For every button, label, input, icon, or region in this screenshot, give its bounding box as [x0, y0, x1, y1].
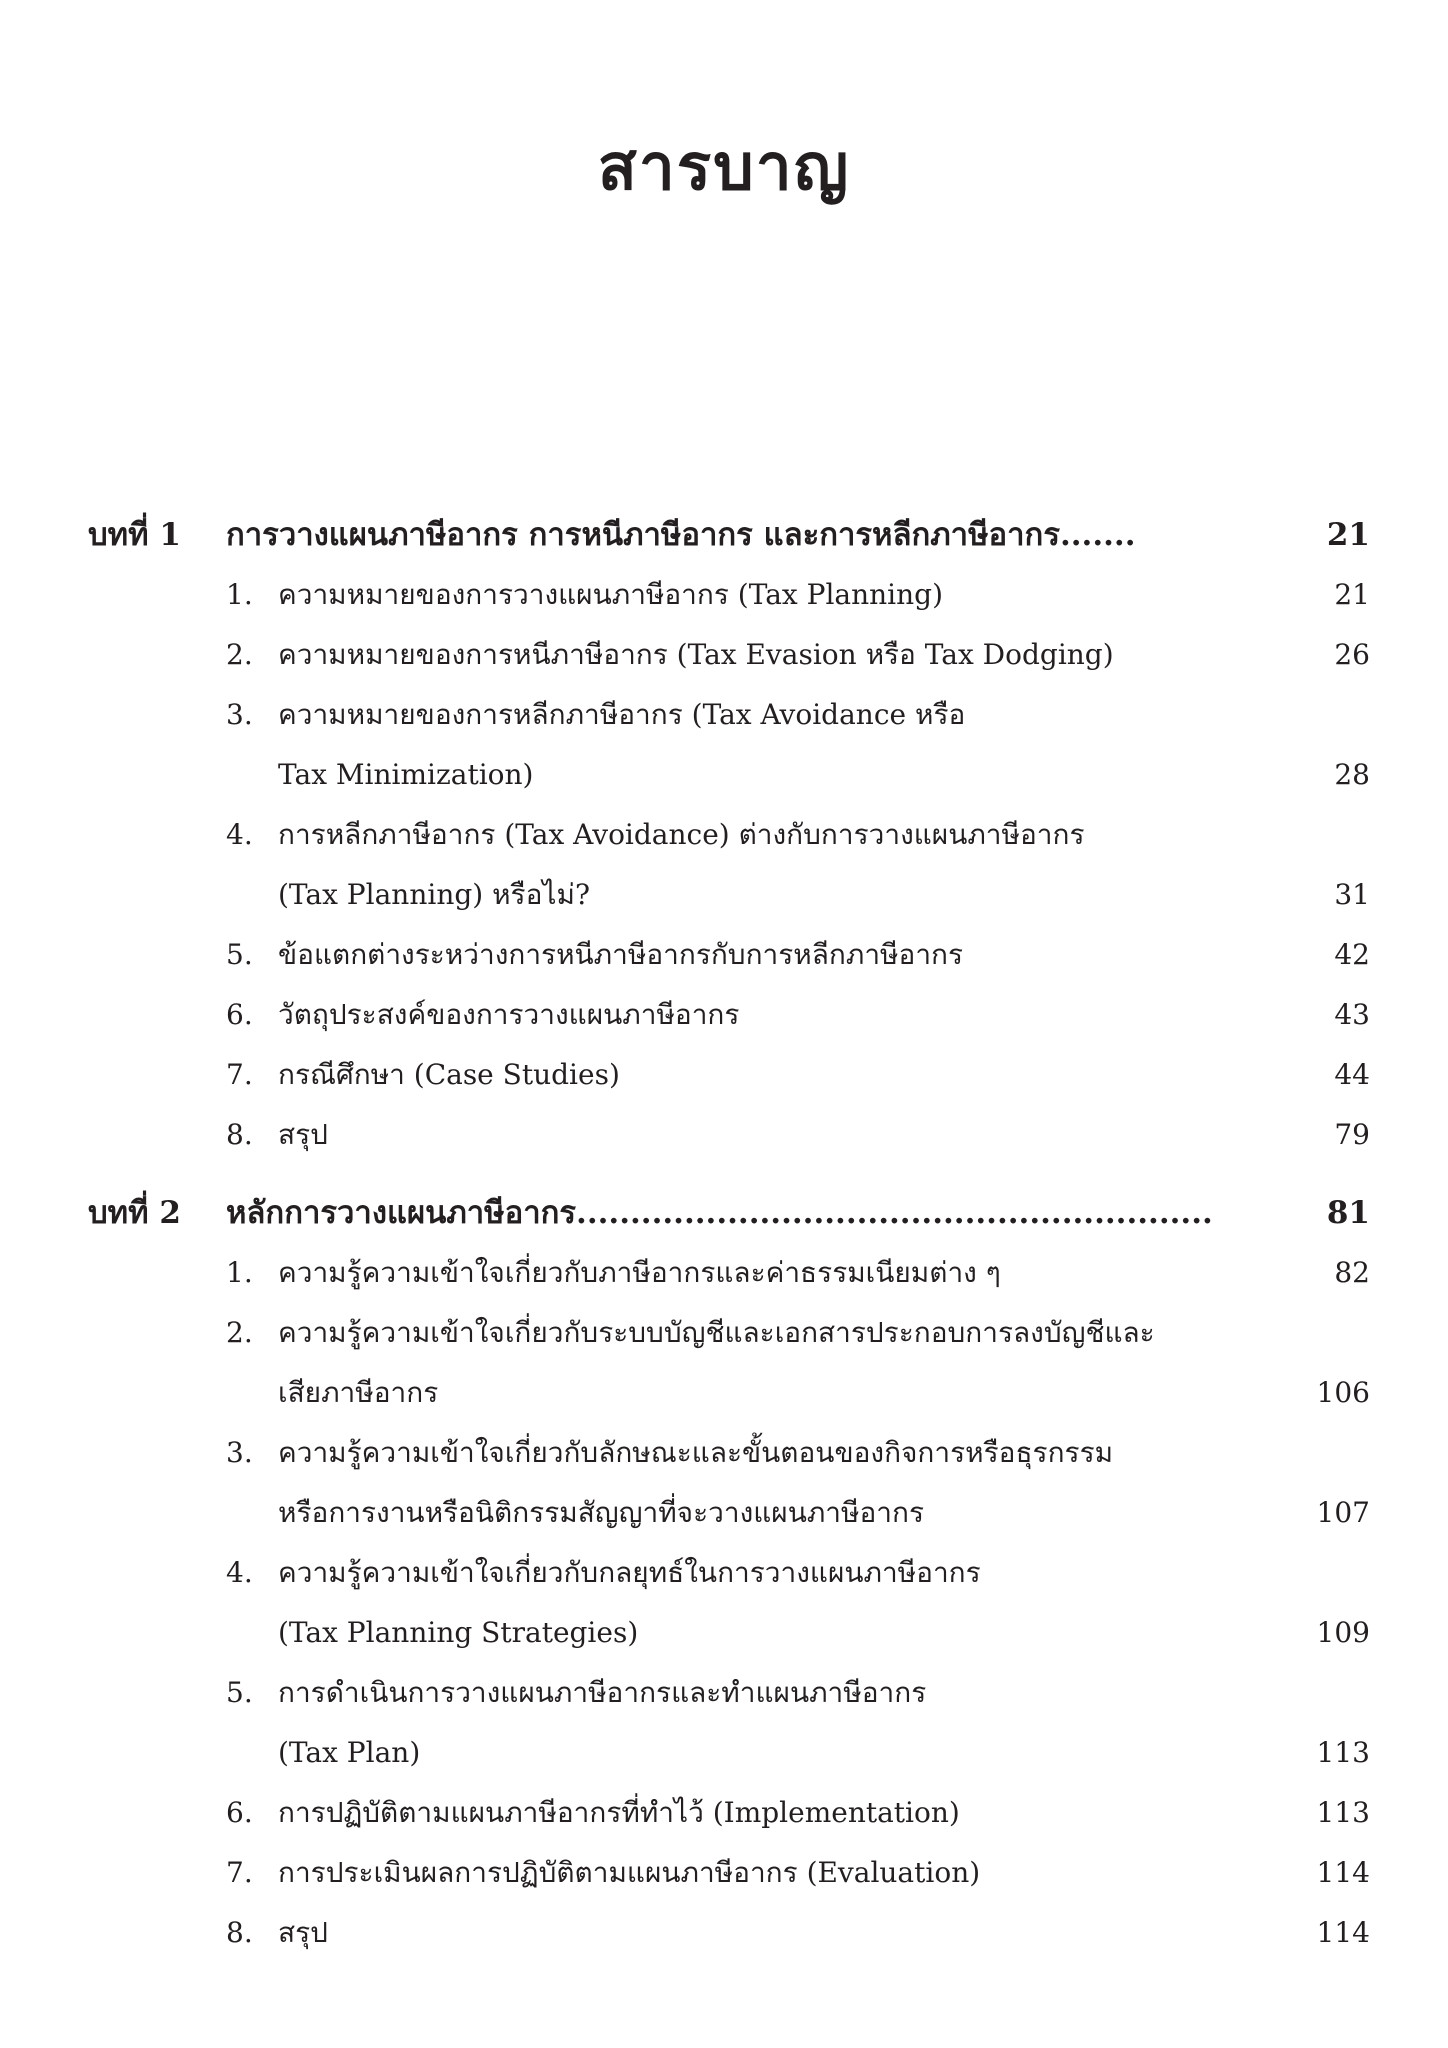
- entry-title: ความหมายของการหนีภาษีอากร (Tax Evasion หรือ Tax Dodging): [278, 638, 1114, 671]
- entry-title: การปฏิบัติตามแผนภาษีอากรที่ทำไว้ (Implementation): [278, 1796, 960, 1829]
- entry-page-number: 109: [1316, 1616, 1370, 1649]
- toc-entry[interactable]: [226, 1243, 1370, 1303]
- entry-title: วัตถุประสงค์ของการวางแผนภาษีอากร: [278, 998, 740, 1031]
- entry-page-number: 107: [1316, 1496, 1370, 1529]
- chapter-title: หลักการวางแผนภาษีอากร...........................................................: [226, 1195, 1213, 1231]
- entry-title-continued: (Tax Plan): [278, 1736, 421, 1769]
- entry-page-number: 82: [1334, 1256, 1370, 1289]
- table-of-contents: [88, 505, 1370, 1963]
- entry-number: 2.: [226, 638, 253, 671]
- entry-number: 4.: [226, 1556, 253, 1589]
- entry-number: 6.: [226, 998, 253, 1031]
- entry-page-number: 113: [1316, 1736, 1370, 1769]
- entry-number: 6.: [226, 1796, 253, 1829]
- entry-page-number: 44: [1334, 1058, 1370, 1091]
- toc-entry[interactable]: [226, 1903, 1370, 1963]
- entry-title: ความรู้ความเข้าใจเกี่ยวกับภาษีอากรและค่าธรรมเนียมต่าง ๆ: [278, 1256, 1001, 1289]
- entry-title: สรุป: [278, 1916, 328, 1949]
- entry-title: การดำเนินการวางแผนภาษีอากรและทำแผนภาษีอากร: [278, 1676, 927, 1709]
- entry-title-continued: (Tax Planning Strategies): [278, 1616, 639, 1649]
- entry-number: 3.: [226, 698, 253, 731]
- entry-title: กรณีศึกษา (Case Studies): [278, 1058, 620, 1091]
- entry-number: 3.: [226, 1436, 253, 1469]
- entry-number: 7.: [226, 1856, 253, 1889]
- entry-number: 1.: [226, 578, 253, 611]
- entry-number: 7.: [226, 1058, 253, 1091]
- entry-title: สรุป: [278, 1118, 328, 1151]
- entry-page-number: 43: [1334, 998, 1370, 1031]
- entry-page-number: 28: [1334, 758, 1370, 791]
- entry-title: ความหมายของการวางแผนภาษีอากร (Tax Planning): [278, 578, 943, 611]
- entry-page-number: 42: [1334, 938, 1370, 971]
- entry-title: ความรู้ความเข้าใจเกี่ยวกับลักษณะและขั้นตอนของกิจการหรือธุรกรรม: [278, 1436, 1114, 1469]
- entry-number: 2.: [226, 1316, 253, 1349]
- entry-title: ความหมายของการหลีกภาษีอากร (Tax Avoidance หรือ: [278, 698, 966, 731]
- toc-entry[interactable]: [226, 1543, 1370, 1663]
- entry-title-continued: เสียภาษีอากร: [278, 1376, 439, 1409]
- entry-title-continued: Tax Minimization): [278, 758, 534, 791]
- entry-title-continued: (Tax Planning) หรือไม่?: [278, 878, 590, 911]
- entry-page-number: 26: [1334, 638, 1370, 671]
- entry-title-continued: หรือการงานหรือนิติกรรมสัญญาที่จะวางแผนภาษีอากร: [278, 1496, 924, 1529]
- chapter-label: บทที่ 2: [88, 1195, 181, 1231]
- entry-number: 5.: [226, 1676, 253, 1709]
- chapter-1: [88, 505, 1370, 1165]
- entry-title: ข้อแตกต่างระหว่างการหนีภาษีอากรกับการหลีกภาษีอากร: [278, 938, 964, 971]
- toc-entry[interactable]: [226, 1843, 1370, 1903]
- toc-entry[interactable]: [226, 1045, 1370, 1105]
- entry-title: การหลีกภาษีอากร (Tax Avoidance) ต่างกับการวางแผนภาษีอากร: [278, 818, 1085, 851]
- entry-number: 1.: [226, 1256, 253, 1289]
- entry-number: 5.: [226, 938, 253, 971]
- entry-title: ความรู้ความเข้าใจเกี่ยวกับกลยุทธ์ในการวางแผนภาษีอากร: [278, 1556, 981, 1589]
- page-title: สารบาญ: [597, 131, 851, 205]
- toc-entry[interactable]: [226, 925, 1370, 985]
- entry-page-number: 31: [1334, 878, 1370, 911]
- toc-entry[interactable]: [226, 1105, 1370, 1165]
- chapter-label: บทที่ 1: [88, 517, 181, 553]
- entry-title: ความรู้ความเข้าใจเกี่ยวกับระบบบัญชีและเอกสารประกอบการลงบัญชีและ: [278, 1316, 1155, 1349]
- toc-entry[interactable]: [226, 1423, 1370, 1543]
- entry-number: 4.: [226, 818, 253, 851]
- chapter-page-number: 21: [1326, 517, 1370, 553]
- entry-title: การประเมินผลการปฏิบัติตามแผนภาษีอากร (Evaluation): [278, 1856, 981, 1889]
- entry-page-number: 114: [1316, 1856, 1370, 1889]
- toc-entry[interactable]: [226, 805, 1370, 925]
- toc-entry[interactable]: [226, 685, 1370, 805]
- toc-entry[interactable]: [226, 565, 1370, 625]
- entry-number: 8.: [226, 1916, 253, 1949]
- chapter-page-number: 81: [1326, 1195, 1370, 1231]
- chapter-heading[interactable]: [88, 1183, 1370, 1243]
- chapter-2: [88, 1183, 1370, 1963]
- toc-entry[interactable]: [226, 1663, 1370, 1783]
- chapter-heading[interactable]: [88, 505, 1370, 565]
- entry-page-number: 114: [1316, 1916, 1370, 1949]
- toc-entry[interactable]: [226, 625, 1370, 685]
- entry-page-number: 113: [1316, 1796, 1370, 1829]
- entry-page-number: 21: [1334, 578, 1370, 611]
- chapter-title: การวางแผนภาษีอากร การหนีภาษีอากร และการหลีกภาษีอากร.......: [226, 517, 1136, 553]
- entry-page-number: 79: [1334, 1118, 1370, 1151]
- toc-entry[interactable]: [226, 985, 1370, 1045]
- entry-page-number: 106: [1316, 1376, 1370, 1409]
- toc-entry[interactable]: [226, 1783, 1370, 1843]
- entry-number: 8.: [226, 1118, 253, 1151]
- toc-entry[interactable]: [226, 1303, 1370, 1423]
